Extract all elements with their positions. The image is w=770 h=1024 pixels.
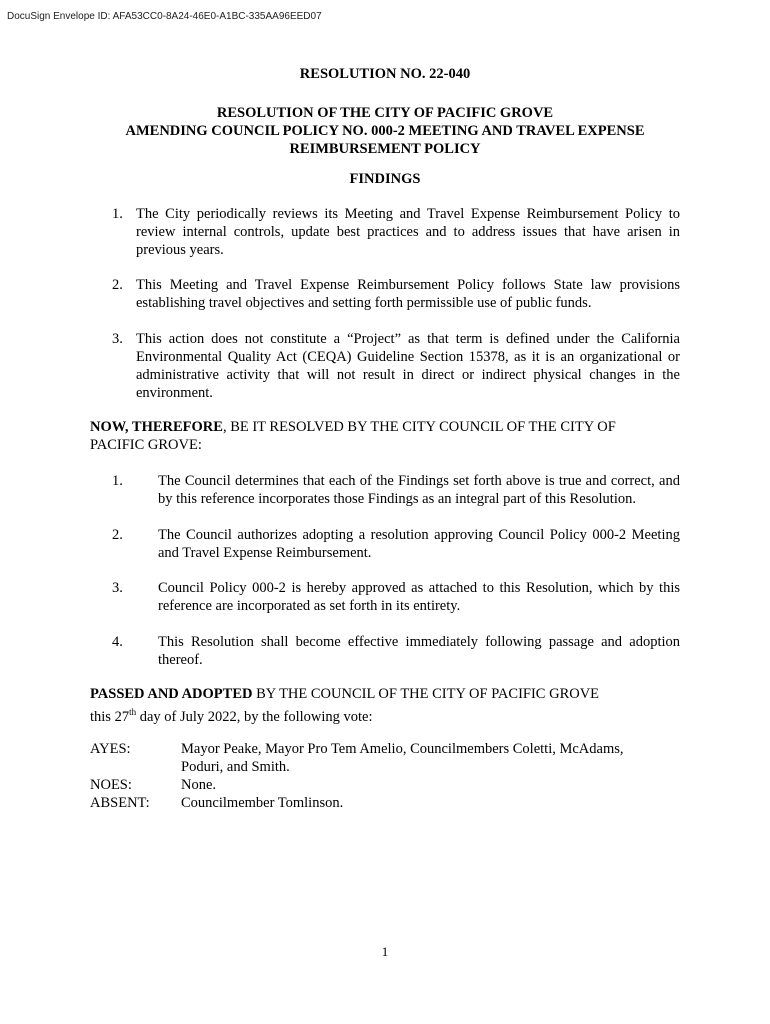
absent-label: ABSENT: <box>90 795 150 811</box>
resolution-item-number: 2. <box>112 527 123 543</box>
passed-adopted-statement <box>90 685 690 726</box>
title-line: RESOLUTION OF THE CITY OF PACIFIC GROVE <box>216 105 554 121</box>
passed-line-1 <box>90 685 690 703</box>
absent-value: Councilmember Tomlinson. <box>181 795 344 811</box>
title-line: REIMBURSEMENT POLICY <box>289 141 481 157</box>
finding-number: 2. <box>112 277 123 293</box>
passed-date-post: day of July 2022, by the following vote: <box>136 708 373 725</box>
resolution-item-text: This Resolution shall become effective immediately following passage and adoption thereof. <box>158 634 680 668</box>
findings-heading: FINDINGS <box>349 171 421 187</box>
resolution-item-text: The Council determines that each of the Findings set forth above is true and correct, and by this reference incorporates those Findings as an integral part of this Resolution. <box>158 473 680 507</box>
resolved-clause-text: , BE IT RESOLVED BY THE CITY COUNCIL OF THE CITY OF PACIFIC GROVE: <box>90 419 616 453</box>
finding-text: This Meeting and Travel Expense Reimbursement Policy follows State law provisions establishing travel objectives and setting forth permissible use of public funds. <box>136 277 680 311</box>
page-number: 1 <box>381 944 389 959</box>
resolution-item-number: 1. <box>112 473 123 489</box>
title-line: AMENDING COUNCIL POLICY NO. 000-2 MEETING AND TRAVEL EXPENSE <box>125 123 645 139</box>
finding-number: 3. <box>112 331 123 347</box>
finding-text: This action does not constitute a “Project” as that term is defined under the California Environmental Quality Act (CEQA) Guideline Section 15378, as it is an organizational or administrative activity that will not result in direct or indirect physical changes in the environment. <box>136 331 680 401</box>
finding-text: The City periodically reviews its Meeting and Travel Expense Reimbursement Policy to review internal controls, update best practices and to address issues that have arisen in previous years. <box>136 206 680 258</box>
resolution-item-number: 3. <box>112 580 123 596</box>
resolution-number: RESOLUTION NO. 22-040 <box>299 66 471 82</box>
ayes-label: AYES: <box>90 741 131 757</box>
passed-line-2 <box>90 703 690 726</box>
passed-date-pre: this 27 <box>90 708 130 725</box>
docusign-envelope-id: DocuSign Envelope ID: AFA53CC0-8A24-46E0-A1BC-335AA96EED07 <box>7 11 322 22</box>
noes-value: None. <box>181 777 217 793</box>
resolution-item-number: 4. <box>112 634 123 650</box>
passed-date-suffix: th <box>129 707 137 717</box>
finding-number: 1. <box>112 206 123 222</box>
noes-label: NOES: <box>90 777 132 793</box>
resolution-item-text: Council Policy 000-2 is hereby approved as attached to this Resolution, which by this reference are incorporated as set forth in its entirety. <box>158 580 680 614</box>
resolved-clause <box>90 418 660 454</box>
ayes-value: Mayor Peake, Mayor Pro Tem Amelio, Councilmembers Coletti, McAdams, Poduri, and Smith. <box>181 741 624 775</box>
passed-text: BY THE COUNCIL OF THE CITY OF PACIFIC GROVE <box>252 686 600 702</box>
passed-bold: PASSED AND ADOPTED <box>90 686 253 702</box>
resolved-clause-bold: NOW, THEREFORE <box>90 419 223 435</box>
resolution-item-text: The Council authorizes adopting a resolution approving Council Policy 000-2 Meeting and Travel Expense Reimbursement. <box>158 527 680 561</box>
resolution-title <box>0 104 770 158</box>
